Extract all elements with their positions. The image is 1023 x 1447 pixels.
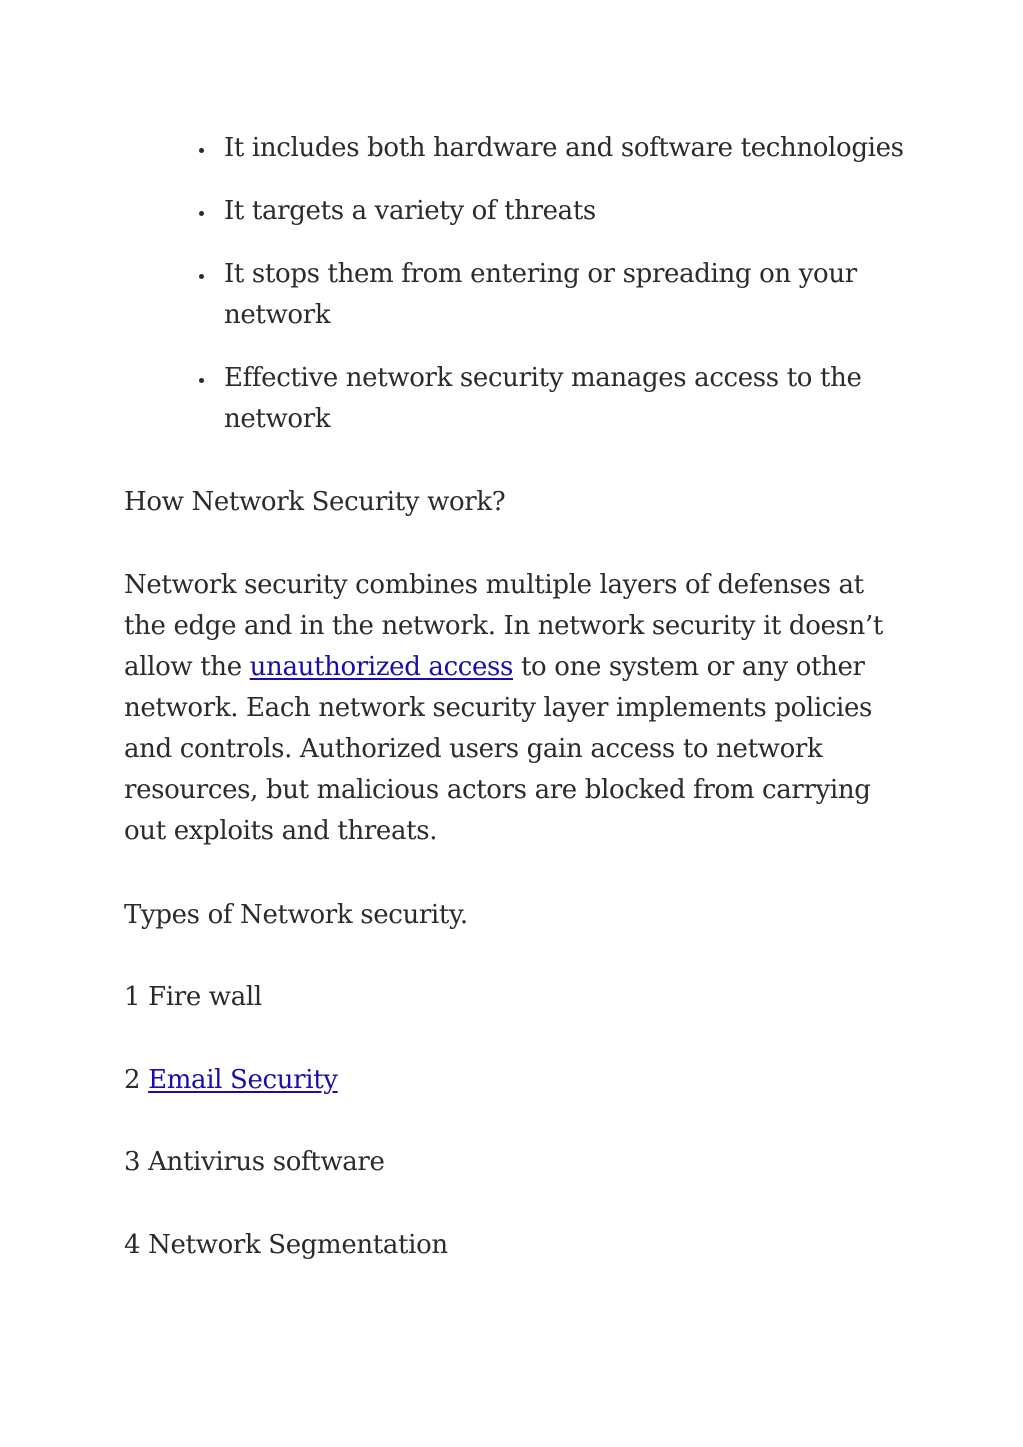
- bullet-item: It includes both hardware and software technologies: [224, 128, 904, 169]
- how-it-works-heading: How Network Security work?: [124, 487, 506, 517]
- type-label: Fire wall: [148, 982, 262, 1012]
- feature-bullet-list: [224, 128, 904, 462]
- type-item-firewall: [124, 977, 894, 1018]
- type-number: 2: [124, 1065, 141, 1095]
- bullet-item: Effective network security manages access to the network: [224, 358, 904, 440]
- type-label: Network Segmentation: [148, 1230, 448, 1260]
- email-security-link[interactable]: Email Security: [148, 1065, 338, 1095]
- type-label: Antivirus software: [148, 1147, 385, 1177]
- bullet-item: It stops them from entering or spreading on your network: [224, 254, 904, 336]
- type-number: 3: [124, 1147, 141, 1177]
- how-it-works-paragraph: [124, 565, 894, 852]
- paragraph-text-end: to one system or any other network. Each network security layer implements policies and controls. Authorized users gain access to network resources, but malicious actors are blocked from carrying out exploits and threats.: [124, 652, 873, 846]
- type-number: 1: [124, 982, 141, 1012]
- type-item-email-security: [124, 1060, 894, 1101]
- type-item-antivirus: [124, 1142, 894, 1183]
- bullet-item: It targets a variety of threats: [224, 191, 904, 232]
- type-item-network-segmentation: [124, 1225, 894, 1266]
- unauthorized-access-link[interactable]: unauthorized access: [249, 652, 514, 682]
- type-number: 4: [124, 1230, 141, 1260]
- paragraph-text-start: Network security combines multiple layers of defenses at the edge and in the network. In network security it doesn’t allow the: [124, 570, 883, 682]
- types-heading: Types of Network security.: [124, 900, 468, 930]
